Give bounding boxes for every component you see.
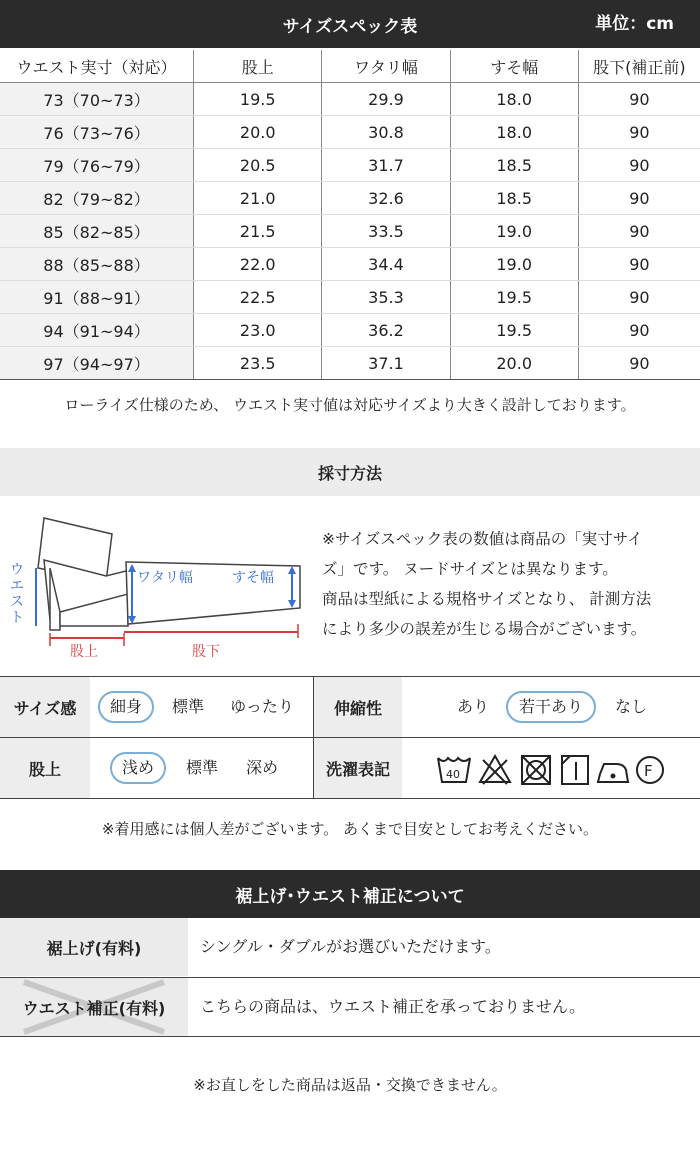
matashita-label: 股下 bbox=[192, 644, 220, 660]
alteration-title: 裾上げ･ウエスト補正について bbox=[235, 886, 465, 907]
table-cell: 19.5 bbox=[194, 83, 322, 116]
pants-diagram bbox=[0, 508, 315, 663]
table-cell: 90 bbox=[578, 347, 700, 380]
table-cell: 20.5 bbox=[194, 149, 322, 182]
table-cell: 29.9 bbox=[322, 83, 450, 116]
table-cell: 37.1 bbox=[322, 347, 450, 380]
spec-note: ローライズ仕様のため、 ウエスト実寸値は対応サイズより大きく設計しております。 bbox=[64, 396, 636, 414]
wash-temp: 40 bbox=[446, 768, 460, 781]
table-cell: 34.4 bbox=[322, 248, 450, 281]
table-row bbox=[0, 248, 700, 281]
stretch-option-slight: 若干あり bbox=[506, 691, 596, 723]
alteration-bottom-border bbox=[0, 1036, 700, 1037]
table-row bbox=[0, 149, 700, 182]
dry-clean-letter: F bbox=[644, 762, 653, 780]
waist-fix-label-text: ウエスト補正(有料) bbox=[22, 998, 166, 1018]
table-cell: 36.2 bbox=[322, 314, 450, 347]
attr-bottom-border bbox=[0, 798, 700, 799]
table-cell: 19.5 bbox=[450, 281, 578, 314]
attr-note: ※着用感には個人差がございます。 あくまで目安としてお考えください。 bbox=[101, 820, 599, 838]
waist-cell: 97（94~97） bbox=[0, 347, 194, 380]
table-cell: 23.0 bbox=[194, 314, 322, 347]
no-tumble-dry-icon bbox=[522, 756, 550, 784]
spec-title: サイズスペック表 bbox=[282, 16, 418, 37]
size-spec-table bbox=[0, 50, 700, 380]
table-cell: 90 bbox=[578, 182, 700, 215]
attr-divider bbox=[313, 677, 314, 798]
waist-cell: 94（91~94） bbox=[0, 314, 194, 347]
table-cell: 18.5 bbox=[450, 182, 578, 215]
table-cell: 90 bbox=[578, 149, 700, 182]
watari-label: ワタリ幅 bbox=[137, 570, 193, 586]
table-cell: 20.0 bbox=[450, 347, 578, 380]
measure-line: により多少の誤差が生じる場合がございます。 bbox=[322, 620, 647, 638]
measure-line: ズ」です。 ヌードサイズとは異なります。 bbox=[322, 560, 618, 578]
table-cell: 19.0 bbox=[450, 215, 578, 248]
measure-header bbox=[0, 448, 700, 496]
mataue-label: 股上 bbox=[70, 644, 98, 660]
measure-line: ※サイズスペック表の数値は商品の「実寸サイ bbox=[322, 530, 643, 548]
table-cell: 32.6 bbox=[322, 182, 450, 215]
table-cell: 18.0 bbox=[450, 116, 578, 149]
rise-label: 股上 bbox=[0, 738, 90, 798]
waist-cell: 88（85~88） bbox=[0, 248, 194, 281]
wash-40-icon bbox=[438, 758, 470, 782]
table-cell: 90 bbox=[578, 83, 700, 116]
column-header: すそ幅 bbox=[450, 50, 578, 83]
fit-option-standard: 標準 bbox=[171, 697, 204, 716]
attr-row-1 bbox=[0, 677, 700, 737]
table-cell: 22.5 bbox=[194, 281, 322, 314]
table-cell: 21.0 bbox=[194, 182, 322, 215]
alteration-note: ※お直しをした商品は返品・交換できません。 bbox=[193, 1076, 507, 1094]
column-header: 股上 bbox=[194, 50, 322, 83]
fit-label: サイズ感 bbox=[0, 677, 90, 737]
measure-line: 商品は型紙による規格サイズとなり、 計測方法 bbox=[322, 590, 652, 608]
table-row bbox=[0, 314, 700, 347]
column-header: ウエスト実寸（対応） bbox=[0, 50, 194, 83]
waist-fix-row bbox=[0, 978, 700, 1036]
table-cell: 33.5 bbox=[322, 215, 450, 248]
fit-option-loose: ゆったり bbox=[230, 697, 294, 716]
care-icons bbox=[436, 752, 666, 788]
spec-header bbox=[0, 0, 700, 48]
table-cell: 90 bbox=[578, 281, 700, 314]
table-row bbox=[0, 83, 700, 116]
care-label: 洗濯表記 bbox=[314, 738, 402, 798]
table-cell: 18.5 bbox=[450, 149, 578, 182]
table-header-row bbox=[0, 50, 700, 83]
measure-title: 採寸方法 bbox=[317, 463, 382, 483]
waist-cell: 82（79~82） bbox=[0, 182, 194, 215]
waist-cell: 76（73~76） bbox=[0, 116, 194, 149]
waist-fix-label bbox=[0, 978, 188, 1036]
waist-fix-value: こちらの商品は、ウエスト補正を承っておりません。 bbox=[200, 997, 585, 1016]
no-bleach-icon bbox=[480, 756, 510, 784]
rise-option-high: 深め bbox=[245, 758, 278, 777]
fit-option-slim: 細身 bbox=[98, 691, 154, 723]
table-cell: 31.7 bbox=[322, 149, 450, 182]
table-row bbox=[0, 281, 700, 314]
waist-label: ウエスト bbox=[10, 562, 24, 626]
column-header: 股下(補正前) bbox=[578, 50, 700, 83]
table-cell: 18.0 bbox=[450, 83, 578, 116]
table-cell: 90 bbox=[578, 248, 700, 281]
iron-low-icon bbox=[598, 764, 628, 782]
table-cell: 35.3 bbox=[322, 281, 450, 314]
rise-option-standard: 標準 bbox=[185, 758, 218, 777]
table-cell: 23.5 bbox=[194, 347, 322, 380]
table-cell: 19.5 bbox=[450, 314, 578, 347]
suso-label: すそ幅 bbox=[232, 570, 274, 586]
table-cell: 20.0 bbox=[194, 116, 322, 149]
dry-clean-f-icon bbox=[637, 757, 663, 783]
stretch-label: 伸縮性 bbox=[314, 677, 402, 737]
measure-description bbox=[322, 524, 692, 644]
waist-cell: 85（82~85） bbox=[0, 215, 194, 248]
unit-label: 単位：cm bbox=[595, 14, 674, 34]
column-header: ワタリ幅 bbox=[322, 50, 450, 83]
table-row bbox=[0, 116, 700, 149]
stretch-option-no: なし bbox=[614, 697, 647, 716]
table-cell: 90 bbox=[578, 314, 700, 347]
table-cell: 90 bbox=[578, 215, 700, 248]
table-cell: 30.8 bbox=[322, 116, 450, 149]
table-row bbox=[0, 215, 700, 248]
waist-cell: 79（76~79） bbox=[0, 149, 194, 182]
hem-label: 裾上げ(有料) bbox=[0, 918, 188, 976]
alteration-header bbox=[0, 870, 700, 918]
table-row bbox=[0, 347, 700, 380]
stretch-option-yes: あり bbox=[456, 697, 489, 716]
rise-option-low: 浅め bbox=[110, 752, 166, 784]
table-cell: 21.5 bbox=[194, 215, 322, 248]
waist-cell: 73（70~73） bbox=[0, 83, 194, 116]
table-row bbox=[0, 182, 700, 215]
hem-value: シングル・ダブルがお選びいただけます。 bbox=[200, 937, 501, 956]
hem-row bbox=[0, 918, 700, 976]
table-cell: 90 bbox=[578, 116, 700, 149]
table-cell: 22.0 bbox=[194, 248, 322, 281]
waist-cell: 91（88~91） bbox=[0, 281, 194, 314]
table-cell: 19.0 bbox=[450, 248, 578, 281]
line-dry-icon bbox=[562, 756, 588, 784]
